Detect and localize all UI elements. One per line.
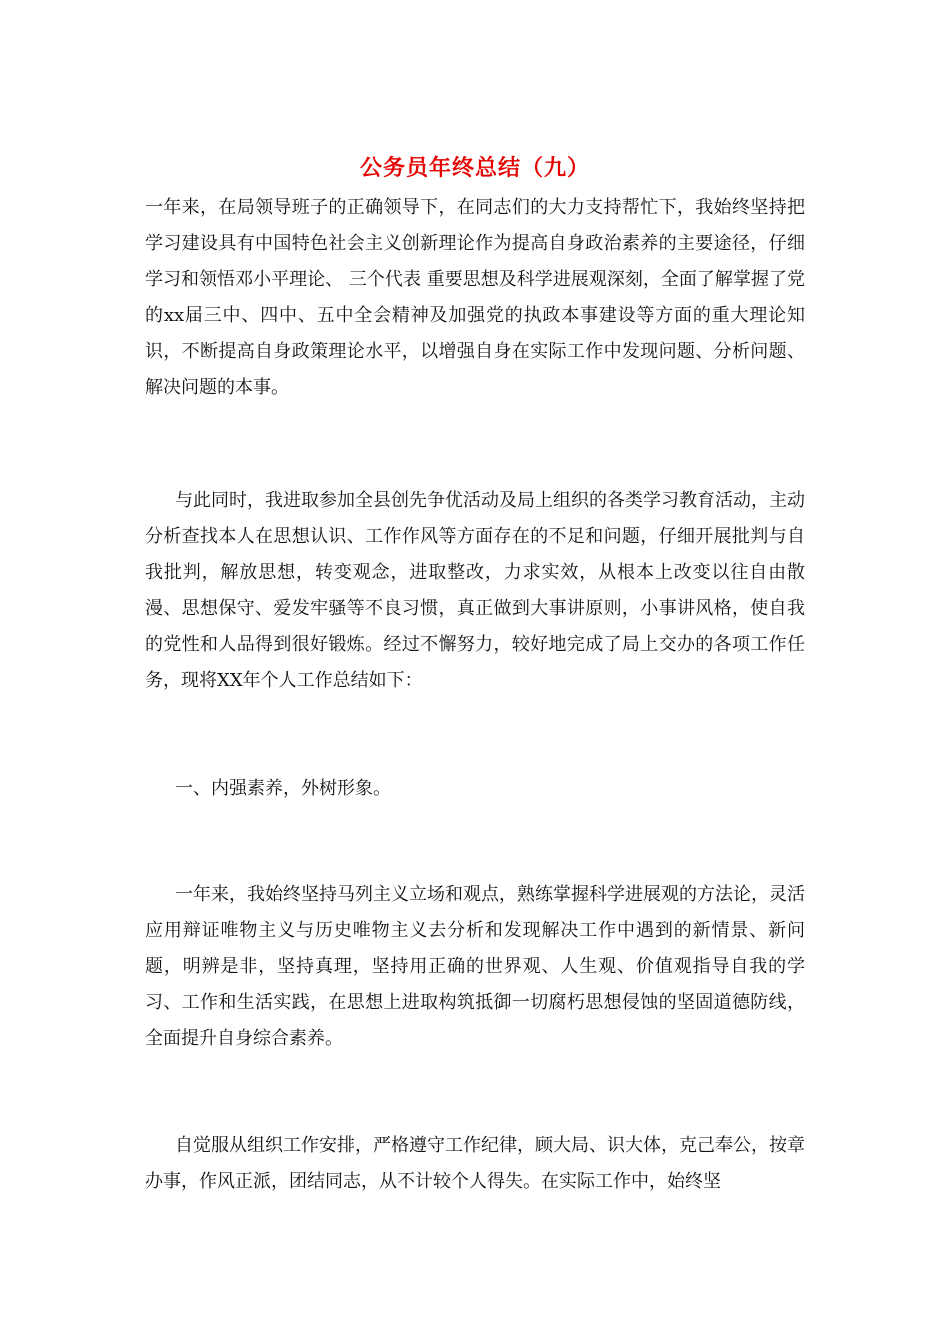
paragraph-1: 一年来，在局领导班子的正确领导下，在同志们的大力支持帮忙下，我始终坚持把学习建设具有中国特色社会主义创新理论作为提高自身政治素养的主要途径，仔细学习和领悟邓小平理论、 三个代表 重要思想及科学进展观深刻，全面了解掌握了党的xx届三中、四中、五中全会精神及加强党的执政本事建设等方面的重大理论知识，不断提高自身政策理论水平，以增强自身在实际工作中发现问题、分析问题、解决问题的本事。 [145,197,805,398]
document-title: 公务员年终总结（九） [359,155,590,181]
paragraph-3: 一年来，我始终坚持马列主义立场和观点，熟练掌握科学进展观的方法论，灵活应用辩证唯物主义与历史唯物主义去分析和发现解决工作中遇到的新情景、新问题，明辨是非，坚持真理，坚持用正确的世界观、人生观、价值观指导自我的学习、工作和生活实践，在思想上进取构筑抵御一切腐朽思想侵蚀的坚固道德防线，全面提升自身综合素养。 [145,884,805,1049]
section-heading-1: 一、内强素养，外树形象。 [175,778,391,799]
paragraph-4: 自觉服从组织工作安排，严格遵守工作纪律，顾大局、识大体，克己奉公，按章办事，作风正派，团结同志，从不计较个人得失。在实际工作中，始终坚 [145,1135,805,1192]
paragraph-2: 与此同时，我进取参加全县创先争优活动及局上组织的各类学习教育活动，主动分析查找本人在思想认识、工作作风等方面存在的不足和问题，仔细开展批判与自我批判，解放思想，转变观念，进取整改，力求实效，从根本上改变以往自由散漫、思想保守、爱发牢骚等不良习惯，真正做到大事讲原则，小事讲风格，使自我的党性和人品得到很好锻炼。经过不懈努力，较好地完成了局上交办的各项工作任务，现将XX年个人工作总结如下： [145,490,805,691]
